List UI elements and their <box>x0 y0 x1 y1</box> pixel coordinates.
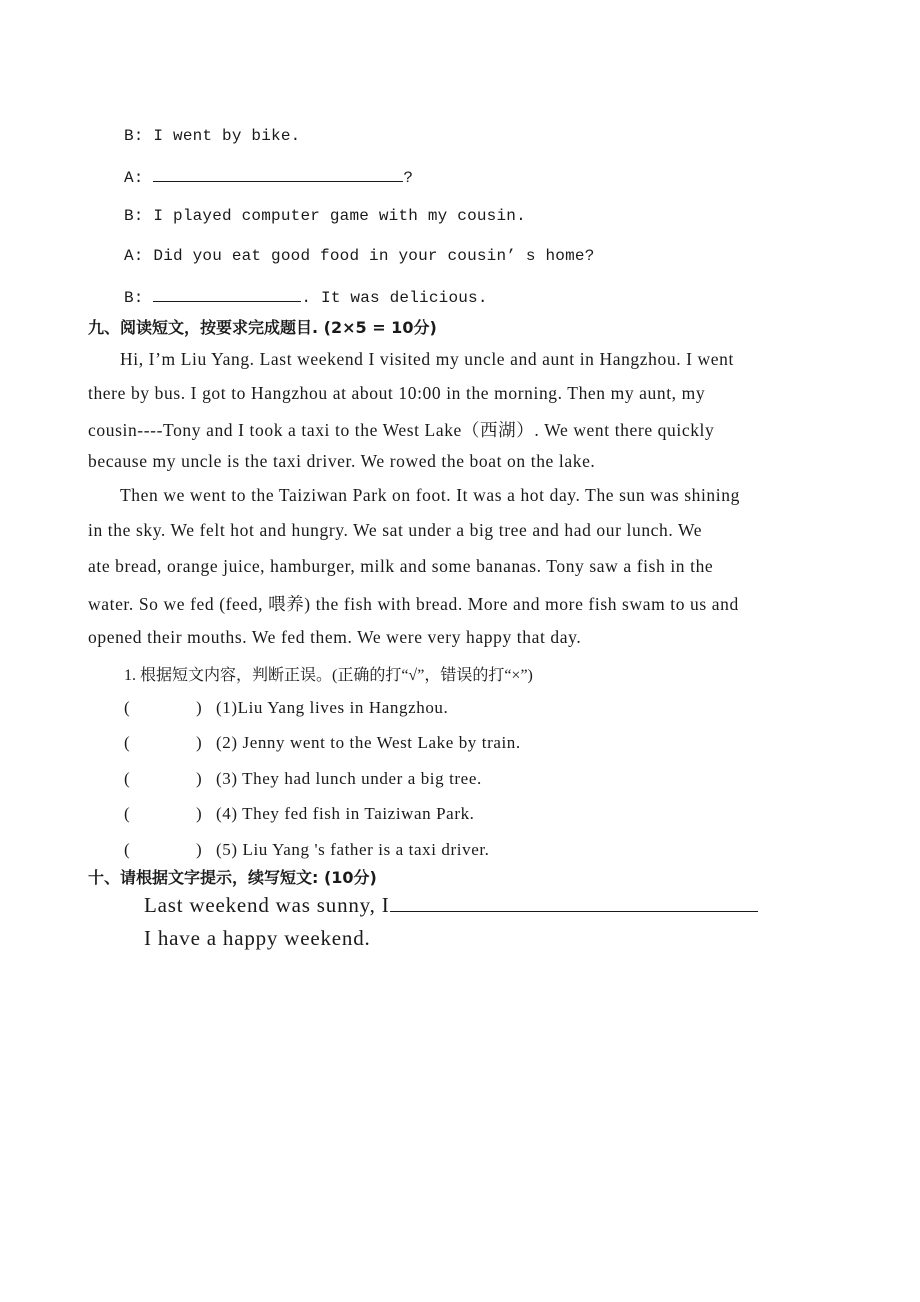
dialogue-text: I went by bike. <box>153 127 301 145</box>
speaker-label: B: <box>124 127 144 145</box>
paragraph2-line: opened their mouths. We fed them. We were very happy that day. <box>88 627 582 647</box>
writing-blank[interactable] <box>390 893 758 912</box>
writing-prompt-line-1 <box>144 893 758 918</box>
writing-prompt-text: Last weekend was sunny, I <box>144 893 390 917</box>
speaker-label: A: <box>124 169 144 187</box>
answer-paren-close: ) <box>196 769 203 788</box>
answer-paren-open[interactable]: ( <box>124 840 131 859</box>
question-text: (3) They had lunch under a big tree. <box>216 769 482 788</box>
answer-paren-close: ) <box>196 733 203 752</box>
paragraph2-line: in the sky. We felt hot and hungry. We sat under a big tree and had our lunch. We <box>88 520 703 540</box>
speaker-label: A: <box>124 247 144 265</box>
tf-question-5 <box>124 840 490 860</box>
dialogue-text: . It was delicious. <box>301 289 488 307</box>
dialogue-text: Did you eat good food in your cousin’ s home? <box>153 247 595 265</box>
answer-paren-open[interactable]: ( <box>124 769 131 788</box>
dialogue-text: I played computer game with my cousin. <box>153 207 526 225</box>
writing-prompt-line-2: I have a happy weekend. <box>144 926 371 950</box>
speaker-label: B: <box>124 289 144 307</box>
paragraph2-line: Then we went to the Taiziwan Park on foot. It was a hot day. The sun was shining <box>120 485 740 505</box>
answer-paren-open[interactable]: ( <box>124 698 131 717</box>
paragraph1-line: because my uncle is the taxi driver. We rowed the boat on the lake. <box>88 451 596 471</box>
paragraph2-line: water. So we fed (feed, 喂养) the fish with bread. More and more fish swam to us and <box>88 594 739 614</box>
answer-paren-close: ) <box>196 698 203 717</box>
question-text: (5) Liu Yang 's father is a taxi driver. <box>216 840 490 859</box>
paragraph2-line: ate bread, orange juice, hamburger, milk and some bananas. Tony saw a fish in the <box>88 556 714 576</box>
tf-question-2 <box>124 733 521 753</box>
answer-paren-open[interactable]: ( <box>124 733 131 752</box>
question-text: (2) Jenny went to the West Lake by train. <box>216 733 521 752</box>
answer-blank[interactable] <box>153 167 403 182</box>
question-text: (1)Liu Yang lives in Hangzhou. <box>216 698 449 717</box>
section-9-heading: 九、阅读短文，按要求完成题目. (2×5 = 10分) <box>88 318 437 337</box>
dialogue-line-b3 <box>124 287 488 307</box>
question-text: (4) They fed fish in Taiziwan Park. <box>216 804 475 823</box>
tf-question-1 <box>124 698 448 718</box>
answer-paren-close: ) <box>196 804 203 823</box>
tf-question-4 <box>124 804 475 824</box>
true-false-instruction: 1. 根据短文内容，判断正误。(正确的打“√”，错误的打“×”) <box>124 667 533 684</box>
tf-question-3 <box>124 769 482 789</box>
dialogue-line-a1 <box>124 167 413 187</box>
section-10-heading: 十、请根据文字提示，续写短文: (10分) <box>88 868 377 887</box>
paragraph1-line: cousin----Tony and I took a taxi to the West Lake（西湖）. We went there quickly <box>88 420 715 440</box>
dialogue-line-b1 <box>124 127 300 145</box>
answer-blank[interactable] <box>153 287 301 302</box>
dialogue-line-b2 <box>124 207 526 225</box>
answer-paren-close: ) <box>196 840 203 859</box>
paragraph1-line: there by bus. I got to Hangzhou at about 10:00 in the morning. Then my aunt, my <box>88 383 706 403</box>
paragraph1-line: Hi, I’m Liu Yang. Last weekend I visited my uncle and aunt in Hangzhou. I went <box>120 349 734 369</box>
question-mark: ? <box>403 169 414 187</box>
speaker-label: B: <box>124 207 144 225</box>
dialogue-line-a2 <box>124 247 595 265</box>
answer-paren-open[interactable]: ( <box>124 804 131 823</box>
